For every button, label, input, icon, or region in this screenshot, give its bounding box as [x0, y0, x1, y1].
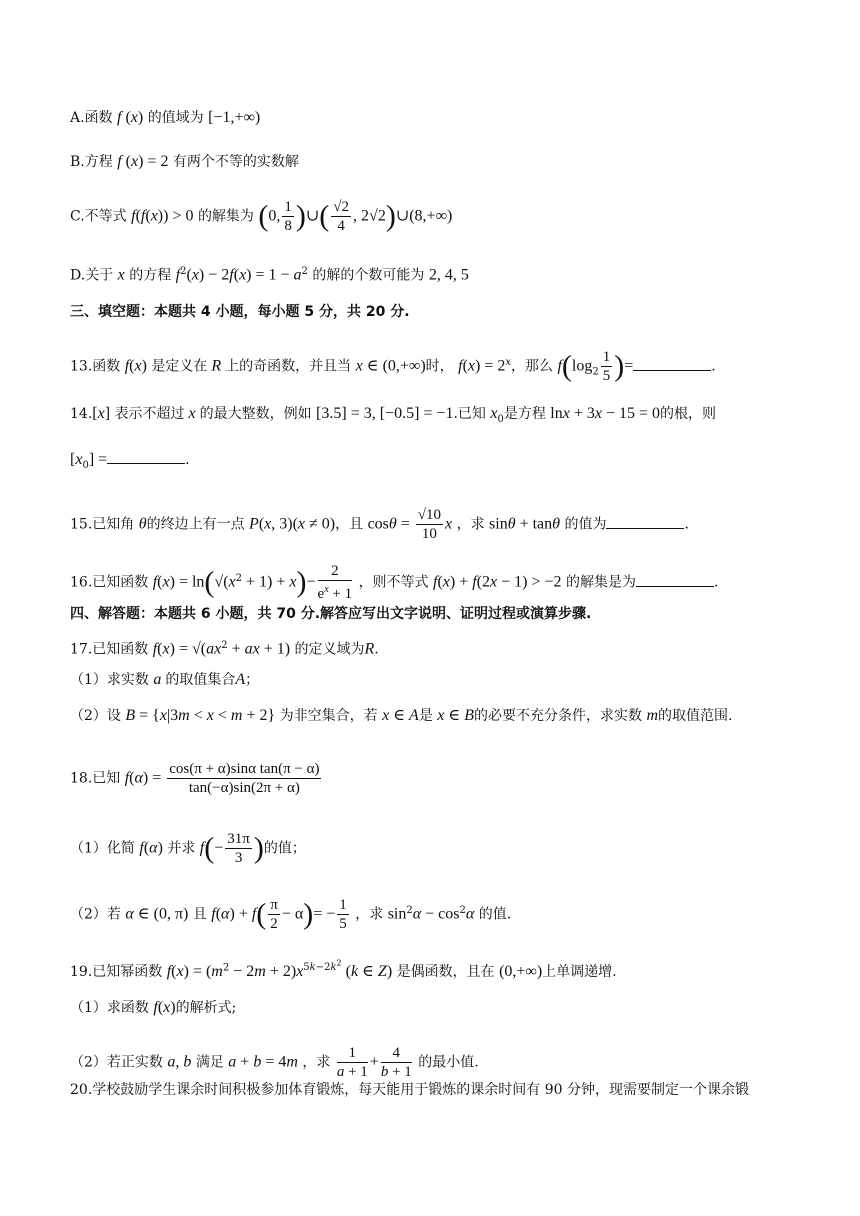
question-17-part-2: （2）设 B = {x|3m < x < m + 2} 为非空集合，若 x ∈ A是 x ∈ B的必要不充分条件，求实数 m的取值范围.	[70, 707, 733, 724]
section-heading-fill-in: 三、填空题：本题共 4 小题，每小题 5 分，共 20 分.	[70, 304, 410, 320]
answer-blank-15[interactable]	[606, 516, 684, 529]
question-17-part-1: （1）求实数 a 的取值集合A；	[70, 671, 260, 688]
answer-blank-14[interactable]	[107, 451, 185, 464]
answer-blank-16[interactable]	[636, 574, 714, 587]
section-heading-solutions: 四、解答题：本题共 6 小题，共 70 分.解答应写出文字说明、证明过程或演算步骤.	[70, 606, 592, 622]
question-19-part-2: （2）若正实数 a, b 满足 a + b = 4m ，求 $\frac{1}{a + 1}$ + $\frac{4}{b + 1}$ 的最小值.	[70, 1045, 479, 1080]
option-b: B.方程 f (x) = 2 有两个不等的实数解	[70, 153, 299, 170]
question-16: 16.已知函数 $f(x) = \ln(√(x^2 + 1) + x)-$ $\frac{2}{e^x + 1}$ ，则不等式 f(x) + f(2x − 1) > −2 的解集是为 .	[70, 563, 719, 602]
question-14: 14.[x] 表示不超过 x 的最大整数，例如 [3.5] = 3, [−0.5] = −1.已知 $x_0$是方程 lnx + 3x − 15 = 0的根，则	[70, 405, 717, 425]
option-a-label: A.	[70, 110, 85, 126]
question-20: 20.学校鼓励学生课余时间积极参加体育锻炼，每天能用于锻炼的课余时间有 90 分钟，现需要制定一个课余锻	[70, 1082, 749, 1098]
option-d: D.关于 x 的方程 $f^2(x) - 2f(x) = 1 - a^2$ 的解的个数可能为 2, 4, 5	[70, 266, 469, 284]
option-c: C.不等式 f(f(x)) > 0 的解集为 (0, $\frac{1}{8}$ )∪( $\frac{√2}{4}$ , 2√2)∪(8,+∞)	[70, 199, 453, 234]
question-18: 18.已知 f(α) = $\frac{\text{cos(π + α)sinα tan(π − α)}}{\tan(-\alpha)\sin(2\pi + \alpha)}$	[70, 761, 320, 796]
question-13: 13.函数 f(x) 是定义在 R 上的奇函数，并且当 x ∈ (0,+∞)时， $f(x) = 2^x$，那么 $f(\log_2$ $\frac{1}{5}$ )= .	[70, 349, 716, 384]
answer-blank-13[interactable]	[633, 358, 711, 371]
question-14-continued: $[x_0]$ = .	[70, 451, 190, 471]
question-19: 19.已知幂函数 $f(x) = (m^2 - 2m + 2)x^{5k-2k^2}$ (k ∈ Z) 是偶函数，且在 (0,+∞)上单调递增.	[70, 959, 617, 980]
question-18-part-1: （1）化简 f(α) 并求 f(− $\frac{31\pi}{3}$ )的值；	[70, 831, 306, 866]
question-18-part-2: （2）若 α ∈ (0, π) 且 f(α) + f( $\frac{\pi}{2}$ − α)= − $\frac{1}{5}$ ，求 $\sin^2\alpha - \cos^2\alpha$ 的值.	[70, 897, 512, 932]
question-19-part-1: （1）求函数 f(x)的解析式;	[70, 999, 237, 1016]
question-15: 15.已知角 θ的终边上有一点 P(x, 3)(x ≠ 0)，且 cosθ = $\frac{√10}{10}$ x ，求 sinθ + tanθ 的值为 .	[70, 507, 689, 542]
question-17: 17.已知函数 $f(x) = √(ax^2$ + ax + 1) 的定义域为R.	[70, 640, 379, 658]
option-a: A.函数 f (x) 的值域为 [−1,+∞)	[70, 109, 261, 126]
